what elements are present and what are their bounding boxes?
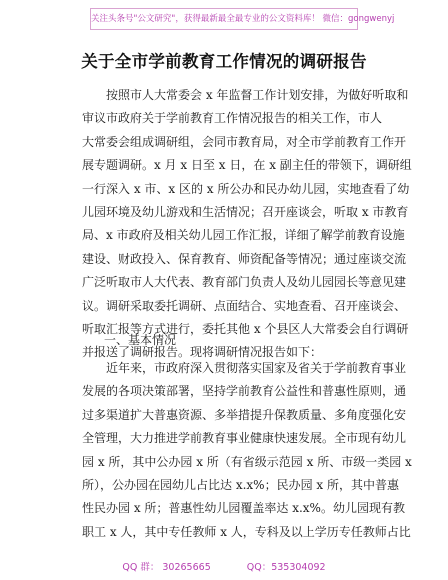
text-line: 审议市政府关于学前教育工作情况报告的相关工作，市人 — [82, 111, 383, 126]
section-heading: 一、基本情况 — [104, 333, 177, 347]
text-line: 按照市人大常委会 x 年监督工作计划安排，为做好听取和 — [106, 88, 409, 102]
intro-paragraph — [82, 84, 412, 365]
text-line: 儿园环境及幼儿游戏和生活情况；召开座谈会，听取 x 市教育 — [82, 205, 409, 220]
text-line: 过多渠道扩大普惠资源、多举措提升保教质量、多角度强化安 — [82, 407, 407, 422]
text-line: 所），公办园在园幼儿占比达 x.x%；民办园 x 所，其中普惠 — [82, 478, 399, 493]
text-line: 全管理，大力推进学前教育事业健康快速发展。全市现有幼儿 — [82, 431, 407, 446]
text-line: 园 x 所，其中公办园 x 所（有省级示范园 x 所、市级一类园 x — [82, 454, 412, 469]
text-line: 展专题调研。x 月 x 日至 x 日，在 x 副主任的带领下，调研组 — [82, 158, 412, 173]
text-line: 并报送了调研报告。现将调研情况报告如下： — [82, 345, 323, 360]
text-line: 广泛听取市人大代表、教育部门负责人及幼儿园园长等意见建 — [82, 275, 407, 290]
document-title: 关于全市学前教育工作情况的调研报告 — [81, 52, 367, 71]
text-line: 建设、财政投入、保育教育、师资配备等情况；通过座谈交流 — [82, 251, 407, 266]
section-paragraph — [82, 357, 412, 544]
text-line: 发展的各项决策部署，坚持学前教育公益性和普惠性原则，通 — [82, 384, 407, 399]
contact-footer — [0, 559, 448, 573]
text-line: 局、x 市政府及相关幼儿园工作汇报，详细了解学前教育设施 — [82, 228, 405, 243]
promo-banner: 关注头条号"公文研究"，获得最新最全最专业的公文资料库！ 微信：gongwenyj — [90, 8, 358, 30]
text-line: 大常委会组成调研组，会同市教育局，对全市学前教育工作开 — [82, 134, 407, 149]
qq-text: QQ：535304092 — [246, 562, 326, 573]
text-line: 性民办园 x 所；普惠性幼儿园覆盖率达 x.x%。幼儿园现有教 — [82, 501, 405, 516]
text-line: 听取汇报等方式进行，委托其他 x 个县区人大常委会自行调研 — [82, 322, 409, 337]
text-line: 近年来，市政府深入贯彻落实国家及省关于学前教育事业 — [106, 361, 407, 375]
qq-group-text: QQ 群： 30265665 — [122, 562, 211, 573]
text-line: 议。调研采取委托调研、点面结合、实地查看、召开座谈会、 — [82, 298, 407, 313]
text-line: 一行深入 x 市、x 区的 x 所公办和民办幼儿园，实地查看了幼 — [82, 181, 410, 196]
text-line: 职工 x 人，其中专任教师 x 人，专科及以上学历专任教师占比 — [82, 524, 411, 539]
